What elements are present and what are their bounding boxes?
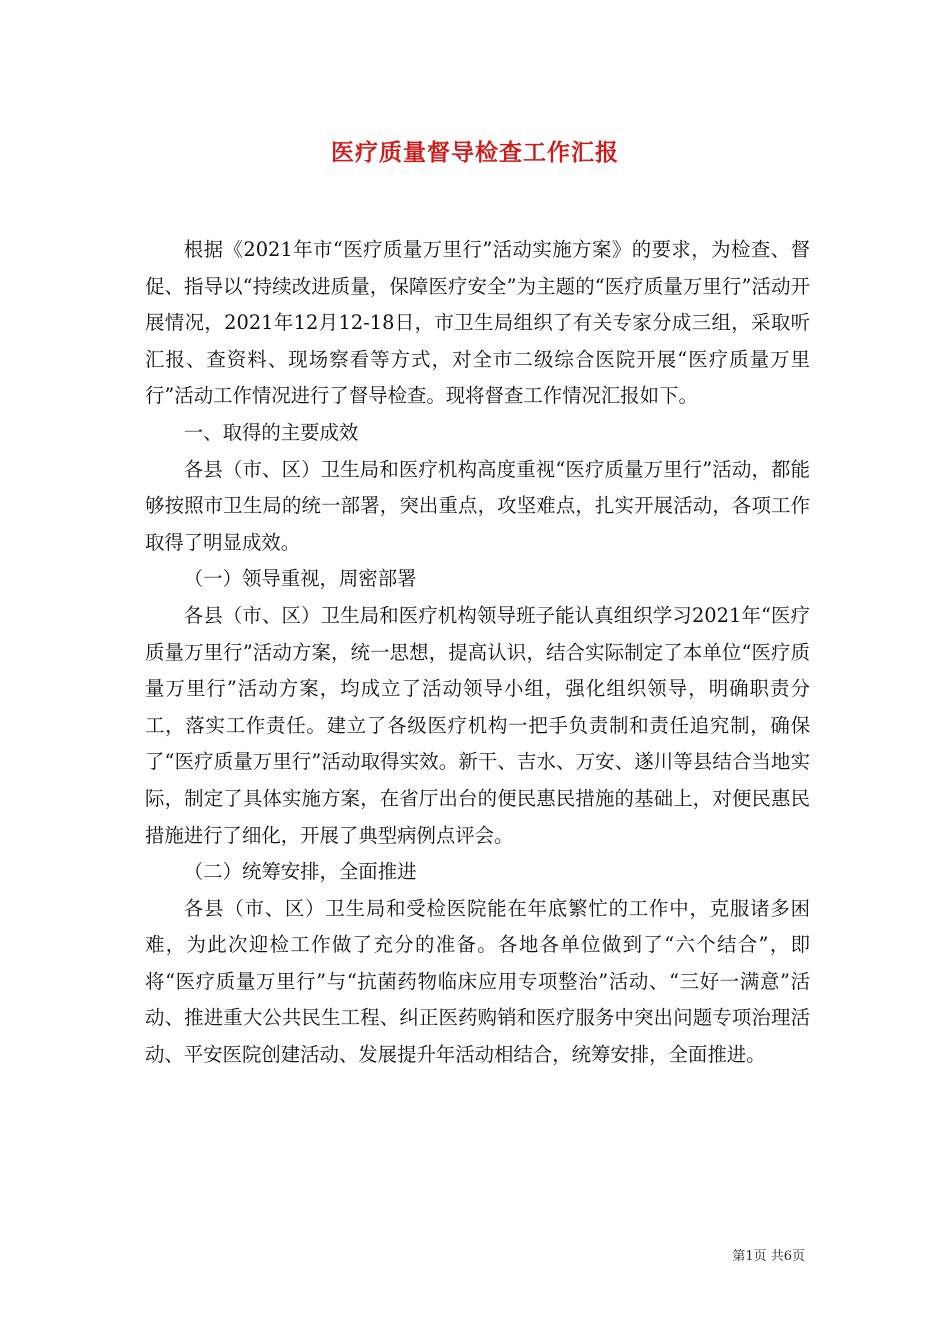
page-number: 第1页 共6页 bbox=[732, 1249, 805, 1264]
paragraph-intro: 根据《2021年市“医疗质量万里行”活动实施方案》的要求，为检查、督促、指导以“持续改进质量，保障医疗安全”为主题的“医疗质量万里行”活动开展情况，2021年12月12-18日，市卫生局组织了有关专家分成三组，采取听汇报、查资料、现场察看等方式，对全市二级综合医院开展“医疗质量万里行”活动工作情况进行了督导检查。现将督查工作情况汇报如下。 bbox=[145, 238, 810, 408]
paragraph-leadership: 各县（市、区）卫生局和医疗机构领导班子能认真组织学习2021年“医疗质量万里行”活动方案，统一思想，提高认识，结合实际制定了本单位“医疗质量万里行”活动方案，均成立了活动领导小组，强化组织领导，明确职责分工，落实工作责任。建立了各级医疗机构一把手负责制和责任追究制，确保了“医疗质量万里行”活动取得实效。新干、吉水、万安、遂川等县结合当地实际，制定了具体实施方案，在省厅出台的便民惠民措施的基础上，对便民惠民措施进行了细化，开展了典型病例点评会。 bbox=[145, 603, 810, 847]
section-heading-achievements: 一、取得的主要成效 bbox=[183, 420, 359, 444]
subsection-heading-leadership: （一）领导重视，周密部署 bbox=[183, 567, 417, 591]
paragraph-coordination: 各县（市、区）卫生局和受检医院能在年底繁忙的工作中，克服诸多困难，为此次迎检工作做了充分的准备。各地各单位做到了“六个结合”，即将“医疗质量万里行”与“抗菌药物临床应用专项整治”活动、“三好一满意”活动、推进重大公共民生工程、纠正医药购销和医疗服务中突出问题专项治理活动、平安医院创建活动、发展提升年活动相结合，统筹安排，全面推进。 bbox=[145, 896, 810, 1067]
document-body bbox=[145, 232, 810, 1074]
document-title: 医疗质量督导检查工作汇报 bbox=[331, 139, 619, 166]
subsection-heading-coordination: （二）统筹安排，全面推进 bbox=[183, 860, 417, 884]
paragraph-achievements: 各县（市、区）卫生局和医疗机构高度重视“医疗质量万里行”活动，都能够按照市卫生局的统一部署，突出重点，攻坚难点，扎实开展活动，各项工作取得了明显成效。 bbox=[145, 457, 810, 554]
